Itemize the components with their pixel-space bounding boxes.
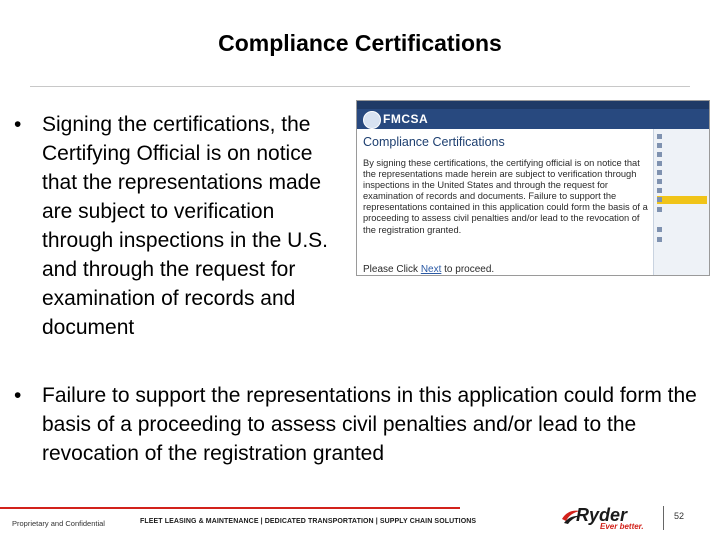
- sidebar-item[interactable]: [657, 151, 707, 159]
- ryder-wordmark: Ryder: [576, 505, 628, 525]
- bullet-item-signing: [14, 110, 344, 370]
- next-link[interactable]: Next: [420, 264, 442, 275]
- nav-icon: [657, 207, 662, 212]
- sidebar-item[interactable]: [657, 226, 707, 234]
- fmcsa-seal-icon: [363, 111, 381, 129]
- nav-icon: [657, 170, 662, 175]
- page-number: 52: [674, 511, 685, 521]
- fmcsa-screenshot: [356, 100, 710, 276]
- footer-services: FLEET LEASING & MAINTENANCE | DEDICATED TRANSPORTATION | SUPPLY CHAIN SOLUTIONS: [140, 518, 477, 525]
- sidebar-item-active[interactable]: [657, 196, 707, 204]
- slide-title: Compliance Certifications: [218, 30, 502, 56]
- bullet-text: Signing the certifications, the Certifying Official is on notice that the representations made are subject to verification through inspections in the U.S. and through the request for examination of records and document: [42, 113, 329, 339]
- title-divider: [30, 86, 690, 87]
- page-number-divider: [663, 506, 664, 530]
- sidebar-item[interactable]: [657, 206, 707, 214]
- sidebar-item[interactable]: [657, 169, 707, 177]
- sidebar-item[interactable]: [657, 187, 707, 195]
- bullet-glyph: •: [14, 384, 22, 407]
- footer-confidential: Proprietary and Confidential: [12, 519, 105, 528]
- nav-icon: [657, 237, 662, 242]
- sidebar-item[interactable]: [657, 178, 707, 186]
- screenshot-sidebar: [653, 129, 710, 275]
- bullet-item-failure: [14, 381, 704, 476]
- nav-icon: [657, 227, 662, 232]
- sidebar-item[interactable]: [657, 142, 707, 150]
- sidebar-item[interactable]: [657, 236, 707, 244]
- ryder-logo: [560, 503, 660, 533]
- nav-icon: [657, 161, 662, 166]
- nav-icon: [657, 152, 662, 157]
- nav-icon: [657, 179, 662, 184]
- instruction-suffix: to proceed.: [444, 264, 495, 275]
- instruction-prefix: Please Click: [363, 264, 419, 275]
- sidebar-item[interactable]: [657, 133, 707, 141]
- nav-icon: [657, 134, 662, 139]
- bullet-text: Failure to support the representations in this application could form the basis of a proceeding to assess civil penalties and/or lead to the revocation of the registration granted: [42, 384, 697, 465]
- screenshot-topbar: [357, 101, 709, 109]
- sidebar-item[interactable]: [657, 160, 707, 168]
- screenshot-body: By signing these certifications, the certifying official is on notice that the representations made herein are subject to verification through inspections in the United States and through the request for examination of records and documents. Failure to support the representations contained in this application could form the basis of a proceeding to assess civil penalties and/or lead to the revocation of the registration granted.: [363, 158, 648, 235]
- fmcsa-brand: FMCSA: [383, 112, 429, 126]
- footer-divider: [0, 507, 460, 509]
- screenshot-instruction: [363, 264, 494, 275]
- screenshot-header: [357, 109, 709, 129]
- nav-icon: [657, 143, 662, 148]
- ryder-tagline: Ever better.: [600, 522, 644, 531]
- bullet-glyph: •: [14, 113, 22, 136]
- nav-icon: [657, 188, 662, 193]
- nav-icon: [657, 197, 662, 202]
- screenshot-heading: Compliance Certifications: [363, 135, 505, 149]
